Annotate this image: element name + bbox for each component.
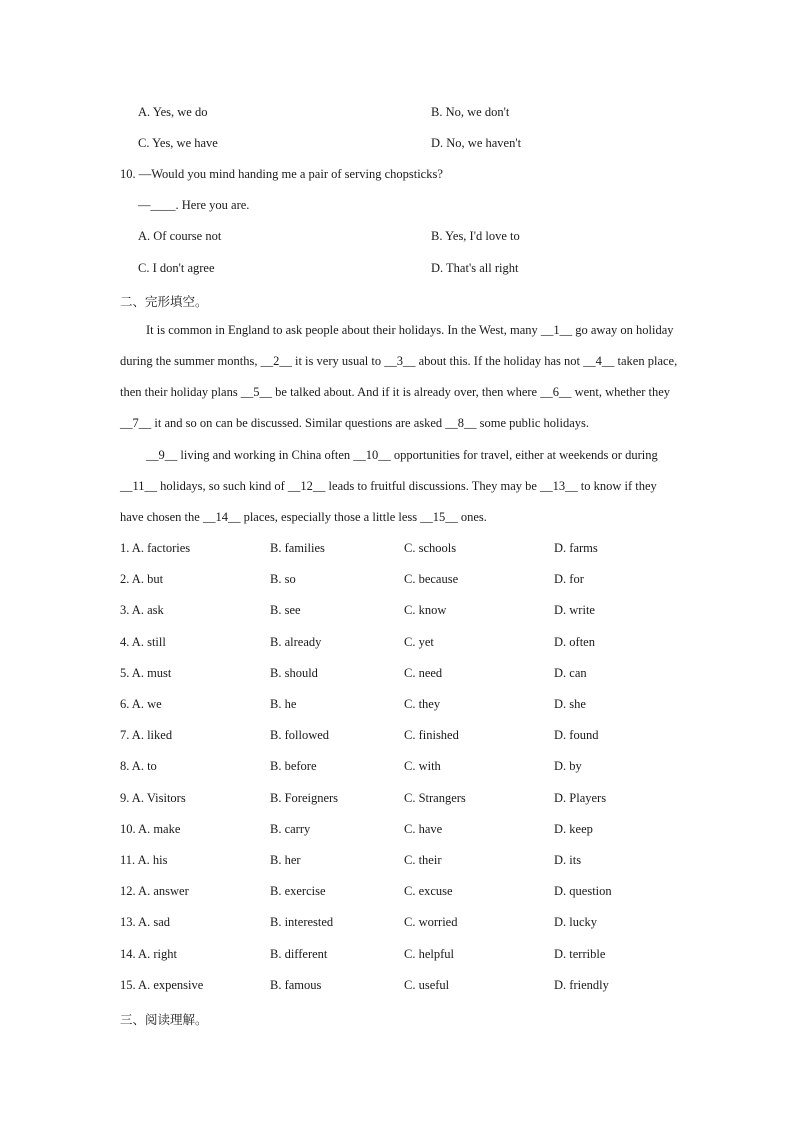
cloze-option: B. should xyxy=(270,666,318,680)
cloze-option: 6. A. we xyxy=(120,697,162,711)
cloze-option: B. her xyxy=(270,853,301,867)
cloze-option: C. finished xyxy=(404,728,459,742)
cloze-option: B. see xyxy=(270,603,301,617)
q9-option-c: C. Yes, we have xyxy=(138,136,218,150)
cloze-option: C. yet xyxy=(404,635,434,649)
cloze-option: C. with xyxy=(404,759,441,773)
q10-option-c: C. I don't agree xyxy=(138,261,215,275)
cloze-option: B. carry xyxy=(270,822,311,836)
passage-line: have chosen the __14__ places, especially those a little less __15__ ones. xyxy=(120,510,487,524)
cloze-option: 1. A. factories xyxy=(120,541,191,555)
cloze-option: B. before xyxy=(270,759,317,773)
cloze-option: D. often xyxy=(554,635,595,649)
cloze-option: B. interested xyxy=(270,915,334,929)
cloze-option: 5. A. must xyxy=(120,666,172,680)
cloze-option: C. useful xyxy=(404,978,450,992)
cloze-option: B. families xyxy=(270,541,325,555)
cloze-option: D. she xyxy=(554,697,586,711)
cloze-option: C. because xyxy=(404,572,459,586)
cloze-option: D. for xyxy=(554,572,584,586)
q9-option-d: D. No, we haven't xyxy=(431,136,522,150)
cloze-option: B. so xyxy=(270,572,296,586)
cloze-option: D. Players xyxy=(554,791,607,805)
passage-line: during the summer months, __2__ it is very usual to __3__ about this. If the holiday has not __4__ taken place, xyxy=(120,354,678,368)
cloze-option: 14. A. right xyxy=(120,947,177,961)
cloze-option: 15. A. expensive xyxy=(120,978,204,992)
cloze-option: C. Strangers xyxy=(404,791,466,805)
cloze-option: D. its xyxy=(554,853,582,867)
cloze-option: D. farms xyxy=(554,541,598,555)
cloze-option: B. famous xyxy=(270,978,322,992)
cloze-option: D. can xyxy=(554,666,587,680)
q10-option-b: B. Yes, I'd love to xyxy=(431,229,520,243)
cloze-option: B. exercise xyxy=(270,884,326,898)
passage-line: __9__ living and working in China often __10__ opportunities for travel, either at weekends or during xyxy=(146,448,658,462)
cloze-option: D. write xyxy=(554,603,595,617)
cloze-option: D. found xyxy=(554,728,599,742)
cloze-option: B. he xyxy=(270,697,297,711)
cloze-option: B. Foreigners xyxy=(270,791,339,805)
cloze-option: C. they xyxy=(404,697,441,711)
cloze-option: 10. A. make xyxy=(120,822,181,836)
passage-line: It is common in England to ask people about their holidays. In the West, many __1__ go away on holiday xyxy=(146,323,674,337)
cloze-option: D. friendly xyxy=(554,978,609,992)
cloze-option: C. helpful xyxy=(404,947,454,961)
cloze-option: B. already xyxy=(270,635,322,649)
cloze-option: 8. A. to xyxy=(120,759,157,773)
section-3-title: 三、阅读理解。 xyxy=(120,1012,208,1027)
cloze-option: 3. A. ask xyxy=(120,603,164,617)
cloze-option: 2. A. but xyxy=(120,572,164,586)
cloze-option: D. by xyxy=(554,759,582,773)
cloze-option: B. different xyxy=(270,947,328,961)
cloze-option: B. followed xyxy=(270,728,330,742)
q10-option-d: D. That's all right xyxy=(431,261,519,275)
cloze-option: C. excuse xyxy=(404,884,453,898)
cloze-option: D. question xyxy=(554,884,612,898)
cloze-option: 7. A. liked xyxy=(120,728,173,742)
cloze-option: 4. A. still xyxy=(120,635,166,649)
cloze-option: C. have xyxy=(404,822,443,836)
cloze-option: C. their xyxy=(404,853,442,867)
cloze-option: 11. A. his xyxy=(120,853,168,867)
passage-line: __11__ holidays, so such kind of __12__ leads to fruitful discussions. They may be __13__ to know if they xyxy=(120,479,657,493)
cloze-option: D. lucky xyxy=(554,915,598,929)
q9-option-a: A. Yes, we do xyxy=(138,105,208,119)
cloze-option: C. worried xyxy=(404,915,458,929)
q10-question: 10. —Would you mind handing me a pair of serving chopsticks? xyxy=(120,167,443,181)
cloze-option: D. terrible xyxy=(554,947,606,961)
cloze-option: C. schools xyxy=(404,541,457,555)
q10-option-a: A. Of course not xyxy=(138,229,222,243)
cloze-option: C. need xyxy=(404,666,443,680)
q9-option-b: B. No, we don't xyxy=(431,105,510,119)
cloze-option: 12. A. answer xyxy=(120,884,189,898)
cloze-option: D. keep xyxy=(554,822,593,836)
passage-line: __7__ it and so on can be discussed. Similar questions are asked __8__ some public holidays. xyxy=(120,416,590,430)
section-2-title: 二、完形填空。 xyxy=(120,294,208,309)
q10-answer-line: —____. Here you are. xyxy=(138,198,250,212)
cloze-option: C. know xyxy=(404,603,447,617)
passage-line: then their holiday plans __5__ be talked about. And if it is already over, then where __6__ went, whether they xyxy=(120,385,671,399)
cloze-option: 13. A. sad xyxy=(120,915,170,929)
cloze-option: 9. A. Visitors xyxy=(120,791,186,805)
